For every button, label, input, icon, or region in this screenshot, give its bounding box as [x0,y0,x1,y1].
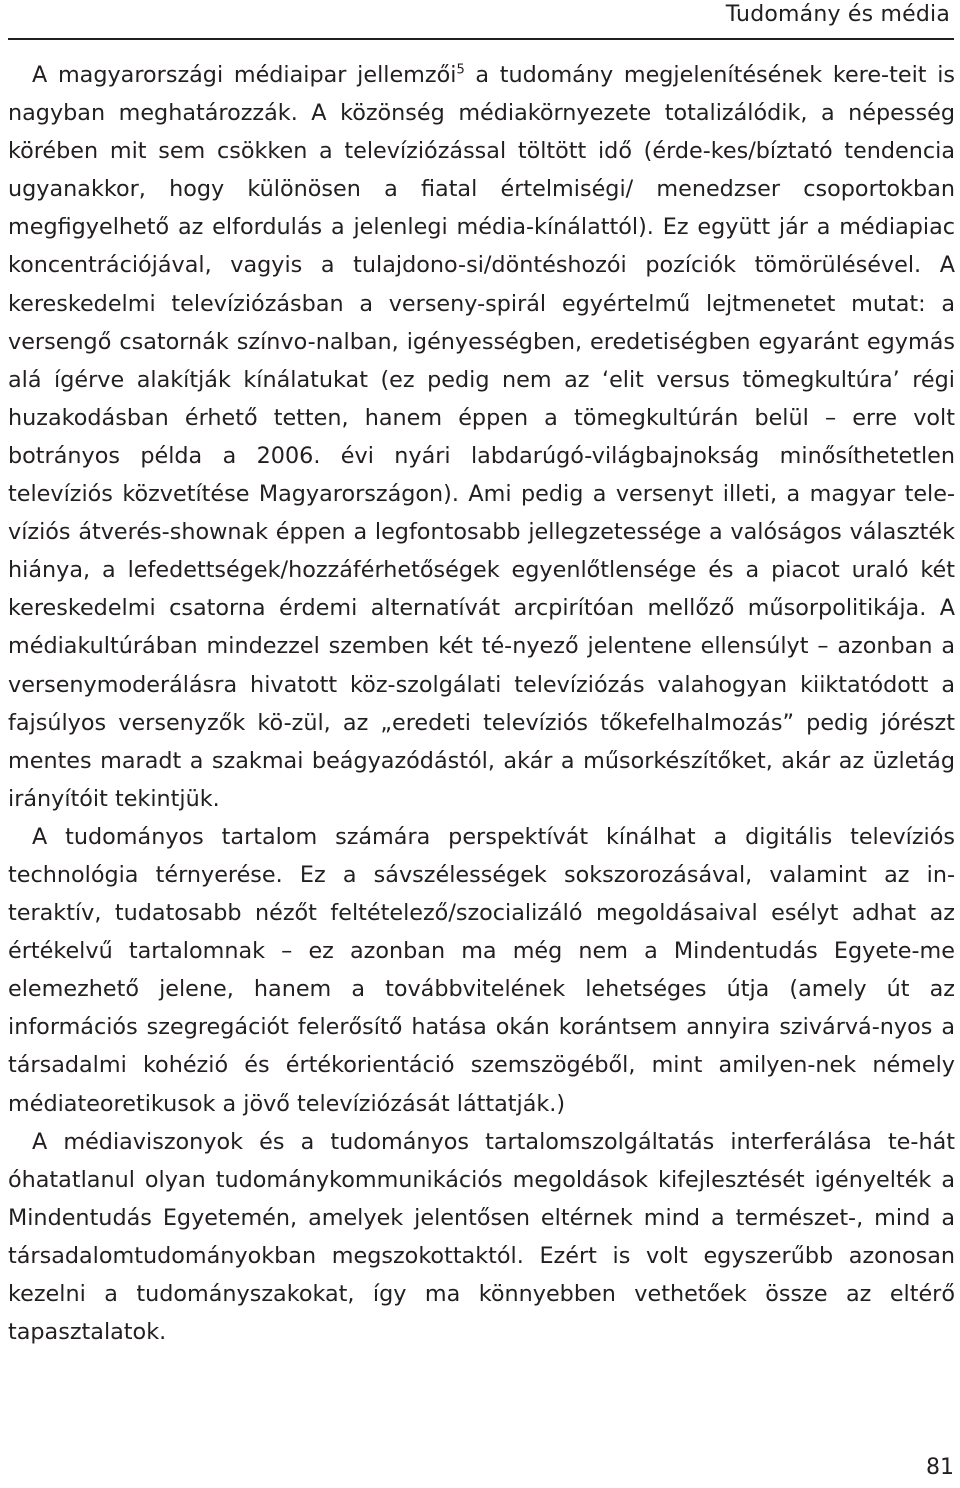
paragraph-1 [8,56,955,818]
paragraph-1-lead: A magyarországi médiaipar jellemzői [32,62,457,88]
paragraph-2: A tudományos tartalom számára perspektívát kínálhat a digitális televíziós technológia térnyerése. Ez a sávszélességek sokszorozásával, valamint az in-teraktív, tudatosabb nézőt feltételező/szocializáló megoldásaival esélyt adhat az értékelvű tartalomnak – ez azonban ma még nem a Mindentudás Egyete-me elemezhető jelene, hanem a továbbvitelének lehetséges útja (amely út az információs szegregációt felerősítő hatása okán korántsem annyira szivárvá-nyos a társadalmi kohézió és értékorientáció szemszögéből, mint amilyen-nek némely médiateoretikusok a jövő televíziózását láttatják.) [8,823,955,1117]
header-rule [8,38,954,40]
running-header [8,0,954,40]
page-number: 81 [926,1455,954,1480]
body-text [8,56,955,1351]
footnote-reference: 5 [456,62,465,78]
section-title: Tudomány és média [725,2,950,27]
paragraph-1-rest: a tudomány megjelenítésének kere-teit is nagyban meghatározzák. A közönség médiakörnyezete totalizálódik, a népesség körében mit sem csökken a televíziózással töltött idő (érde-kes/bíztató tendencia ugyanakkor, hogy különösen a fiatal értelmiségi/ menedzser csoportokban megfigyelhető az elfordulás a jelenlegi média-kínálattól). Ez együtt jár a médiapiac koncentrációjával, vagyis a tulajdono-si/döntéshozói pozíciók tömörülésével. A kereskedelmi televíziózásban a verseny-spirál egyértelmű lejtmenetet mutat: a versengő csatornák színvo-nalban, igényességben, eredetiségben egyaránt egymás alá ígérve alakítják kínálatukat (ez pedig nem az ‘elit versus tömegkultúra’ régi huzakodásban érhető tetten, hanem éppen a tömegkultúrán belül – erre volt botrányos példa a 2006. évi nyári labdarúgó-világbajnokság minősíthetetlen televíziós közvetítése Magyarországon). Ami pedig a versenyt illeti, a magyar tele-víziós átverés-shownak éppen a legfontosabb jellegzetessége a valóságos választék hiánya, a lefedettségek/hozzáférhetőségek egyenlőtlensége és a piacot uraló két kereskedelmi csatorna érdemi alternatívát arcpirítóan mellőző műsorpolitikája. A médiakultúrában mindezzel szemben két té-nyező jelentene ellensúlyt – azonban a versenymoderálásra hivatott köz-szolgálati televíziózás valahogyan kiiktatódott a fajsúlyos versenyzők kö-zül, az „eredeti televíziós tőkefelhalmozás” pedig jórészt mentes maradt a szakmai beágyazódástól, akár a műsorkészítőket, akár az üzletág irányítóit tekintjük. [8,62,956,812]
paragraph-3: A médiaviszonyok és a tudományos tartalomszolgáltatás interferálása te-hát óhatatlanul olyan tudománykommunikációs megoldások kifejlesztését igényelték a Mindentudás Egyetemén, amelyek jelentősen eltérnek mind a természet-, mind a társadalomtudományokban megszokottaktól. Ezért is volt egyszerűbb azonosan kezelni a tudományszakokat, így ma könnyebben vethetőek össze az eltérő tapasztalatok. [8,1128,955,1346]
